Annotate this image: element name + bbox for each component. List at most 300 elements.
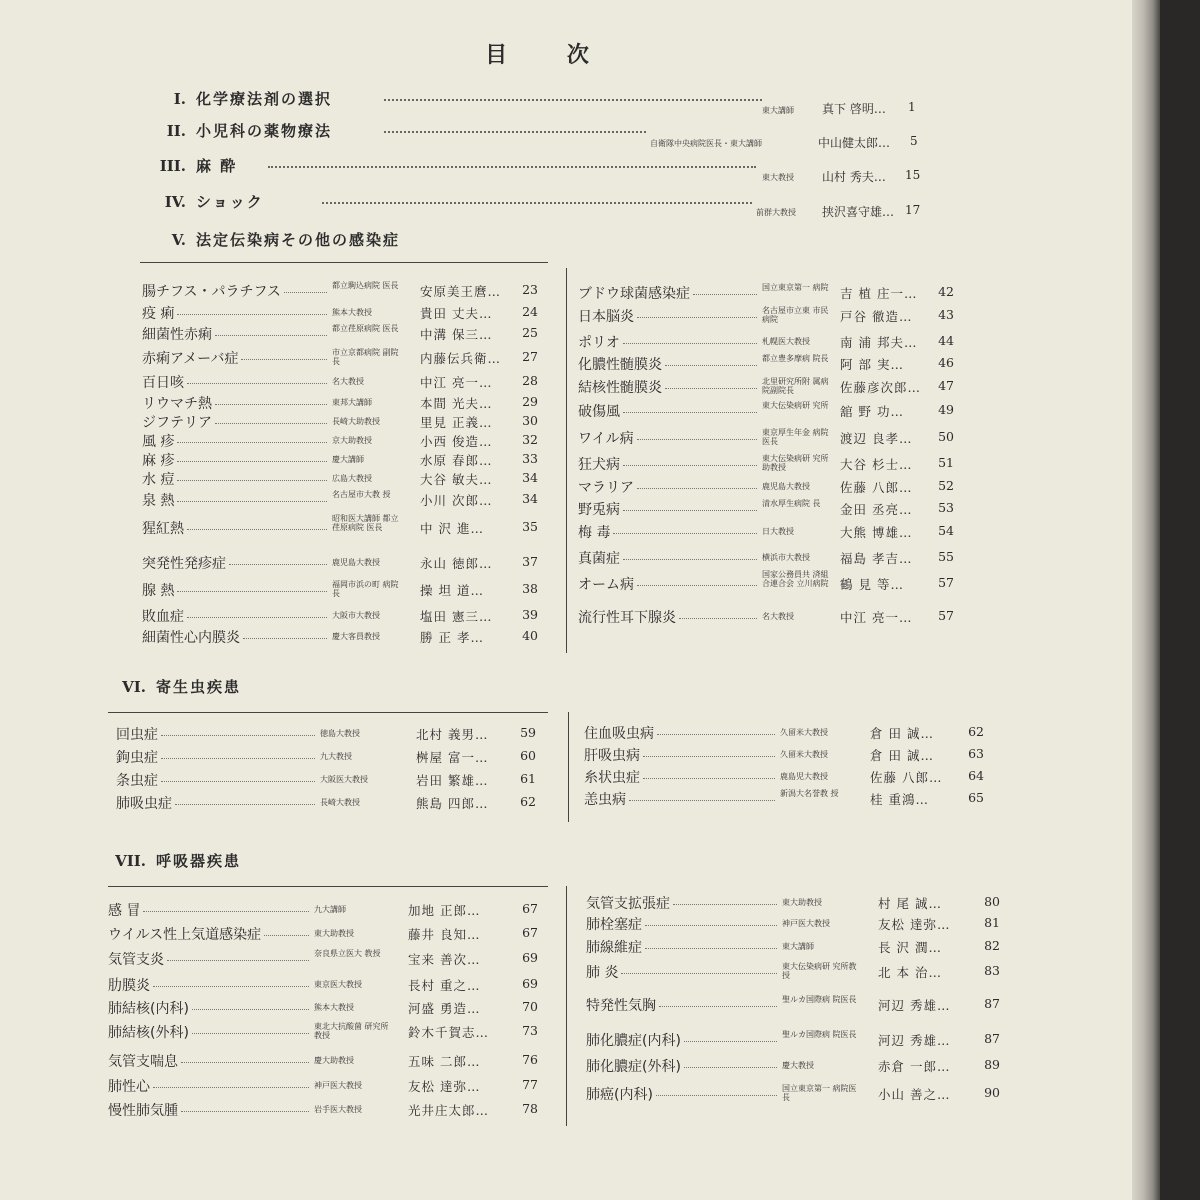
toc-entry	[578, 569, 978, 594]
author-name: 貴田 丈夫…	[420, 306, 493, 321]
author-name: 北村 義男…	[416, 727, 489, 742]
toc-entry	[578, 352, 978, 374]
section-title: 麻 酔	[196, 157, 238, 175]
author-name: 舘 野 功…	[840, 404, 904, 419]
toc-entry	[586, 1028, 1016, 1050]
section-number: IV.	[164, 193, 186, 211]
author-name: 水原 春郎…	[420, 453, 493, 468]
toc-entry	[586, 912, 1016, 934]
author-affiliation: 慶大教授	[782, 1061, 814, 1070]
leader-dots	[153, 986, 309, 987]
author-name: 友松 達弥…	[878, 917, 951, 932]
leader-dots	[613, 533, 757, 534]
author-name: 光井庄太郎…	[408, 1103, 490, 1118]
page-number: 64	[968, 768, 984, 783]
page-number: 78	[522, 1101, 538, 1116]
author-affiliation: 昭和医大講師 都立荏原病院 医長	[332, 513, 399, 532]
leader-dots	[187, 529, 327, 530]
leader-dots	[192, 1009, 309, 1010]
author-name: 河盛 勇造…	[408, 1001, 481, 1016]
entry-title: 肺線維症	[586, 940, 642, 956]
section-title: ショック	[196, 193, 264, 211]
author-name: 佐藤彦次郎…	[840, 380, 922, 395]
author-affiliation: 九大教授	[320, 752, 352, 761]
author-affiliation: 日大教授	[762, 527, 794, 536]
leader-dots	[167, 960, 309, 961]
toc-entry	[586, 993, 1016, 1015]
page-number: 53	[938, 500, 954, 515]
toc-entry	[586, 935, 1016, 957]
section-number: VI.	[122, 678, 146, 696]
author-name: 鶴 見 等…	[840, 577, 904, 592]
entry-title: オーム病	[578, 577, 634, 593]
entry-title: 泉 熱	[142, 493, 175, 509]
leader-dots	[243, 638, 327, 639]
section-number: I.	[173, 90, 186, 108]
author-affiliation: 奈良県立医大 教授	[314, 949, 381, 958]
author-affiliation: 東京厚生年金 病院医長	[762, 428, 829, 446]
leader-dots	[215, 335, 327, 336]
author-affiliation: 新潟大名誉教 授	[780, 789, 839, 798]
author-name: 操 坦 道…	[420, 583, 484, 598]
author-name: 赤倉 一郎…	[878, 1059, 951, 1074]
page-number: 89	[984, 1057, 1000, 1072]
toc-entry	[142, 578, 542, 600]
author-name: 金田 丞亮…	[840, 502, 913, 517]
author-affiliation: 市立京都病院 副院長	[332, 348, 399, 366]
toc-entry	[116, 745, 556, 767]
leader-dots	[215, 404, 327, 405]
author-affiliation: 熊本大教授	[314, 1003, 354, 1012]
author-name: 小山 善之…	[878, 1087, 951, 1102]
author-affiliation: 東大講師	[782, 942, 814, 951]
author-affiliation: 東大助教授	[314, 929, 354, 938]
author-affiliation: 長崎大助教授	[332, 417, 380, 426]
section-heading	[150, 229, 400, 250]
author-name: 渡辺 良孝…	[840, 431, 913, 446]
entry-title: ポリオ	[578, 335, 620, 351]
entry-title: ウイルス性上気道感染症	[108, 927, 262, 943]
page-number: 5	[910, 134, 918, 148]
page-number: 80	[984, 894, 1000, 909]
page-edge	[1132, 0, 1160, 1200]
author-affiliation: 東大伝染病研 究所	[762, 401, 829, 410]
section-title: 寄生虫疾患	[156, 678, 242, 696]
author-name: 藤井 良知…	[408, 927, 481, 942]
author-name: 友松 達弥…	[408, 1079, 481, 1094]
entry-title: 条虫症	[116, 773, 158, 789]
toc-entry	[586, 891, 1016, 913]
leader-dots	[215, 423, 327, 424]
leader-dots	[241, 359, 327, 360]
author-name: 倉 田 誠…	[870, 748, 934, 763]
page-number: 38	[522, 581, 538, 596]
author-affiliation: 東大伝染病研 究所助教授	[762, 454, 829, 472]
author-affiliation: 鹿児島大教授	[332, 558, 380, 567]
author-name: 村 尾 誠…	[878, 896, 942, 911]
entry-title: 肺性心	[108, 1079, 150, 1095]
leader-dots	[384, 99, 762, 101]
author-affiliation: 慶大講師	[332, 455, 364, 464]
page-number: 43	[938, 307, 954, 322]
page-number: 60	[520, 748, 536, 763]
entry-title: ワイル病	[578, 431, 634, 447]
author-affiliation: 名古屋市大教 授	[332, 490, 391, 499]
toc-entry	[584, 765, 1004, 787]
entry-title: マラリア	[578, 480, 634, 496]
entry-title: 肺化膿症(内科)	[586, 1033, 681, 1049]
entry-title: 細菌性心内膜炎	[142, 630, 240, 646]
entry-title: 敗血症	[142, 609, 184, 625]
page-number: 44	[938, 333, 954, 348]
entry-title: 回虫症	[116, 727, 158, 743]
author-affiliation: 鹿島児大教授	[780, 772, 828, 781]
author-name: 大熊 博雄…	[840, 525, 913, 540]
author-affiliation: 都立豊多摩病 院長	[762, 354, 829, 363]
entry-title: 肺栓塞症	[586, 917, 642, 933]
author-affiliation: 自衛隊中央病院医長・東大講師	[650, 139, 762, 148]
toc-entry	[578, 330, 978, 352]
author-affiliation: 前群大教授	[756, 208, 796, 217]
toc-entry	[578, 452, 978, 474]
author-affiliation: 国家公務員共 済組合連合会 立川病院	[762, 569, 829, 588]
leader-dots	[673, 904, 777, 905]
page-number: 1	[908, 100, 916, 114]
page-number: 33	[522, 451, 538, 466]
author-name: 福島 孝吉…	[840, 551, 913, 566]
leader-dots	[177, 480, 327, 481]
page-number: 62	[520, 794, 536, 809]
page-number: 46	[938, 355, 954, 370]
author-name: 内藤伝兵衛…	[420, 351, 502, 366]
author-affiliation: 広島大教授	[332, 474, 372, 483]
author-name: 佐藤 八郎…	[870, 770, 943, 785]
page-number: 15	[905, 168, 921, 182]
toc-entry	[142, 279, 542, 301]
entry-title: 恙虫病	[584, 792, 626, 808]
page-title: 目 次	[485, 42, 615, 68]
author-affiliation: 久留米大教授	[780, 750, 828, 759]
leader-dots	[177, 591, 327, 592]
page-number: 49	[938, 402, 954, 417]
page-number: 24	[522, 304, 538, 319]
author-affiliation: 聖ルカ国際病 院医長	[782, 1030, 857, 1039]
entry-title: 百日咳	[142, 375, 184, 391]
toc-entry	[108, 922, 548, 944]
leader-dots	[192, 1033, 309, 1034]
author-affiliation: 名大教授	[762, 612, 794, 621]
author-name: 加地 正郎…	[408, 903, 481, 918]
toc-entry	[108, 973, 548, 995]
toc-entry	[142, 604, 542, 626]
toc-entry	[578, 546, 978, 568]
toc-entry	[108, 898, 548, 920]
page-number: 40	[522, 628, 538, 643]
page-number: 87	[984, 1031, 1000, 1046]
author-affiliation: 都立荏原病院 医長	[332, 324, 399, 333]
toc-entry	[116, 791, 556, 813]
author-name: 安原美王麿…	[420, 284, 502, 299]
entry-title: 細菌性赤痢	[142, 327, 212, 343]
author-affiliation: 岩手医大教授	[314, 1105, 362, 1114]
toc-entry	[108, 1049, 548, 1071]
leader-dots	[637, 488, 757, 489]
page-number: 29	[522, 394, 538, 409]
page-number: 47	[938, 378, 954, 393]
entry-title: 気管支喘息	[108, 1054, 178, 1070]
entry-title: 真菌症	[578, 551, 620, 567]
page-number: 30	[522, 413, 538, 428]
leader-dots	[177, 461, 327, 462]
entry-title: 住血吸虫病	[584, 726, 654, 742]
toc-entry	[108, 1098, 548, 1120]
toc-entry	[578, 375, 978, 397]
leader-dots	[229, 564, 327, 565]
column-divider	[568, 712, 569, 822]
column-divider	[566, 268, 567, 653]
leader-dots	[268, 166, 756, 168]
toc-entry	[142, 488, 542, 510]
toc-entry	[116, 768, 556, 790]
section-title: 化学療法剤の選択	[196, 90, 333, 108]
page-number: 34	[522, 470, 538, 485]
author-name: 中江 亮一…	[840, 610, 913, 625]
page-number: 77	[522, 1077, 538, 1092]
page-number: 34	[522, 491, 538, 506]
entry-title: 疫 痢	[142, 306, 175, 322]
author-affiliation: 大阪市大教授	[332, 611, 380, 620]
section-title: 法定伝染病その他の感染症	[196, 231, 401, 249]
author-affiliation: 都立駒込病院 医長	[332, 281, 399, 290]
author-affiliation: 国立東京第一 病院医長	[782, 1084, 857, 1102]
author-affiliation: 横浜市大教授	[762, 553, 810, 562]
toc-entry	[578, 281, 978, 303]
leader-dots	[637, 585, 757, 586]
toc-entry	[578, 426, 978, 448]
author-affiliation: 久留米大教授	[780, 728, 828, 737]
leader-dots	[645, 925, 777, 926]
author-affiliation: 鹿児島大教授	[762, 482, 810, 491]
author-name: 真下 啓明…	[822, 102, 886, 116]
toc-entry	[142, 346, 542, 368]
page-number: 28	[522, 373, 538, 388]
toc-entry	[578, 399, 978, 421]
author-affiliation: 京大助教授	[332, 436, 372, 445]
author-affiliation: 熊本大教授	[332, 308, 372, 317]
page-number: 62	[968, 724, 984, 739]
leader-dots	[665, 388, 757, 389]
author-name: 北 本 治…	[878, 965, 942, 980]
page-number: 63	[968, 746, 984, 761]
entry-title: 狂犬病	[578, 457, 620, 473]
toc-entry	[578, 605, 978, 627]
entry-title: ブドウ球菌感染症	[578, 286, 690, 302]
author-name: 勝 正 孝…	[420, 630, 484, 645]
page-number: 67	[522, 925, 538, 940]
author-name: 挟沢喜守雄…	[822, 205, 895, 219]
page-number: 83	[984, 963, 1000, 978]
page-number: 42	[938, 284, 954, 299]
author-name: 大谷 杉士…	[840, 457, 913, 472]
author-affiliation: 大阪医大教授	[320, 775, 368, 784]
author-name: 倉 田 誠…	[870, 726, 934, 741]
author-affiliation: 清水厚生病院 長	[762, 499, 821, 508]
entry-title: 肺 炎	[586, 965, 619, 981]
leader-dots	[623, 343, 757, 344]
leader-dots	[264, 935, 309, 936]
author-name: 岩田 繁雄…	[416, 773, 489, 788]
author-name: 長村 重之…	[408, 978, 481, 993]
leader-dots	[665, 365, 757, 366]
section-title: 小児科の薬物療法	[196, 122, 333, 140]
author-name: 南 浦 邦夫…	[840, 335, 918, 350]
entry-title: 日本脳炎	[578, 309, 634, 325]
page-number: 54	[938, 523, 954, 538]
author-affiliation: 長崎大教授	[320, 798, 360, 807]
author-name: 熊島 四郎…	[416, 796, 489, 811]
leader-dots	[693, 294, 757, 295]
toc-entry	[578, 304, 978, 326]
page-number: 69	[522, 950, 538, 965]
section-number: V.	[171, 231, 186, 249]
toc-entry	[142, 625, 542, 647]
page-number: 51	[938, 455, 954, 470]
entry-title: 特発性気胸	[586, 998, 656, 1014]
toc-entry	[578, 520, 978, 542]
toc-entry	[586, 1054, 1016, 1076]
page-number: 32	[522, 432, 538, 447]
leader-dots	[623, 465, 757, 466]
author-affiliation: 東京医大教授	[314, 980, 362, 989]
entry-title: 慢性肺気腫	[108, 1103, 178, 1119]
author-name: 中山健太郎…	[818, 136, 891, 150]
section-heading	[110, 676, 241, 697]
leader-dots	[181, 1062, 309, 1063]
author-name: 桝屋 富一…	[416, 750, 489, 765]
leader-dots	[177, 442, 327, 443]
toc-entry	[584, 743, 1004, 765]
author-name: 鈴木千賀志…	[408, 1025, 490, 1040]
leader-dots	[621, 973, 777, 974]
page-number: 37	[522, 554, 538, 569]
author-name: 吉 植 庄一…	[840, 286, 918, 301]
toc-entry	[142, 513, 542, 538]
author-name: 戸谷 徹造…	[840, 309, 913, 324]
page-number: 17	[905, 203, 921, 217]
leader-dots	[384, 131, 646, 133]
entry-title: ジフテリア	[142, 415, 212, 431]
author-affiliation: 九大講師	[314, 905, 346, 914]
page-number: 52	[938, 478, 954, 493]
divider	[140, 262, 548, 263]
leader-dots	[153, 1087, 309, 1088]
divider	[108, 886, 548, 887]
leader-dots	[322, 202, 752, 204]
column-divider	[566, 886, 567, 1126]
leader-dots	[623, 412, 757, 413]
entry-title: 気管支炎	[108, 952, 164, 968]
section-heading	[150, 120, 332, 141]
toc-entry	[116, 722, 556, 744]
section-number: II.	[166, 122, 186, 140]
author-affiliation: 札幌医大教授	[762, 337, 810, 346]
entry-title: 猩紅熱	[142, 521, 184, 537]
page-number: 35	[522, 519, 538, 534]
toc-entry	[586, 1082, 1016, 1104]
leader-dots	[181, 1111, 309, 1112]
leader-dots	[161, 735, 315, 736]
leader-dots	[679, 618, 757, 619]
author-affiliation: 徳島大教授	[320, 729, 360, 738]
page-number: 69	[522, 976, 538, 991]
page-number: 23	[522, 282, 538, 297]
entry-title: 結核性髄膜炎	[578, 380, 662, 396]
section-number: VII.	[115, 852, 146, 870]
leader-dots	[623, 510, 757, 511]
toc-entry	[142, 467, 542, 489]
entry-title: 肺吸虫症	[116, 796, 172, 812]
page-number: 70	[522, 999, 538, 1014]
author-affiliation: 聖ルカ国際病 院医長	[782, 995, 857, 1004]
author-name: 塩田 憲三…	[420, 609, 493, 624]
entry-title: 野兎病	[578, 502, 620, 518]
leader-dots	[684, 1067, 777, 1068]
divider	[108, 712, 548, 713]
author-affiliation: 名古屋市立東 市民病院	[762, 306, 829, 324]
section-heading	[150, 191, 264, 212]
entry-title: 突発性発疹症	[142, 556, 226, 572]
page-number: 73	[522, 1023, 538, 1038]
entry-title: 赤痢アメーバ症	[142, 351, 239, 367]
entry-title: 肺癌(内科)	[586, 1087, 653, 1103]
author-name: 小西 俊造…	[420, 434, 493, 449]
entry-title: 水 痘	[142, 472, 175, 488]
page-number: 82	[984, 938, 1000, 953]
toc-entry	[578, 475, 978, 497]
author-affiliation: 東大教授	[762, 173, 794, 182]
author-affiliation: 東大助教授	[782, 898, 822, 907]
entry-title: 腸チフス・パラチフス	[142, 284, 281, 300]
entry-title: 肋膜炎	[108, 978, 150, 994]
author-name: 大谷 敏夫…	[420, 472, 493, 487]
page-number: 55	[938, 549, 954, 564]
leader-dots	[629, 800, 775, 801]
leader-dots	[161, 758, 315, 759]
leader-dots	[161, 781, 315, 782]
author-affiliation: 国立東京第一 病院	[762, 283, 829, 292]
author-name: 本間 光夫…	[420, 396, 493, 411]
toc-entry	[586, 960, 1016, 982]
page-number: 57	[938, 575, 954, 590]
toc-entry	[584, 721, 1004, 743]
leader-dots	[659, 1006, 777, 1007]
leader-dots	[175, 804, 315, 805]
author-name: 桂 重鴻…	[870, 792, 929, 807]
leader-dots	[187, 617, 327, 618]
page-number: 65	[968, 790, 984, 805]
section-heading	[110, 850, 241, 871]
section-title: 呼吸器疾患	[156, 852, 242, 870]
page-number: 67	[522, 901, 538, 916]
page-number: 50	[938, 429, 954, 444]
author-affiliation: 福岡市浜の町 病院長	[332, 580, 399, 598]
leader-dots	[177, 314, 327, 315]
author-name: 阿 部 実…	[840, 357, 904, 372]
page-number: 81	[984, 915, 1000, 930]
author-name: 五味 二郎…	[408, 1054, 481, 1069]
entry-title: 化膿性髄膜炎	[578, 357, 662, 373]
toc-entry	[578, 497, 978, 519]
